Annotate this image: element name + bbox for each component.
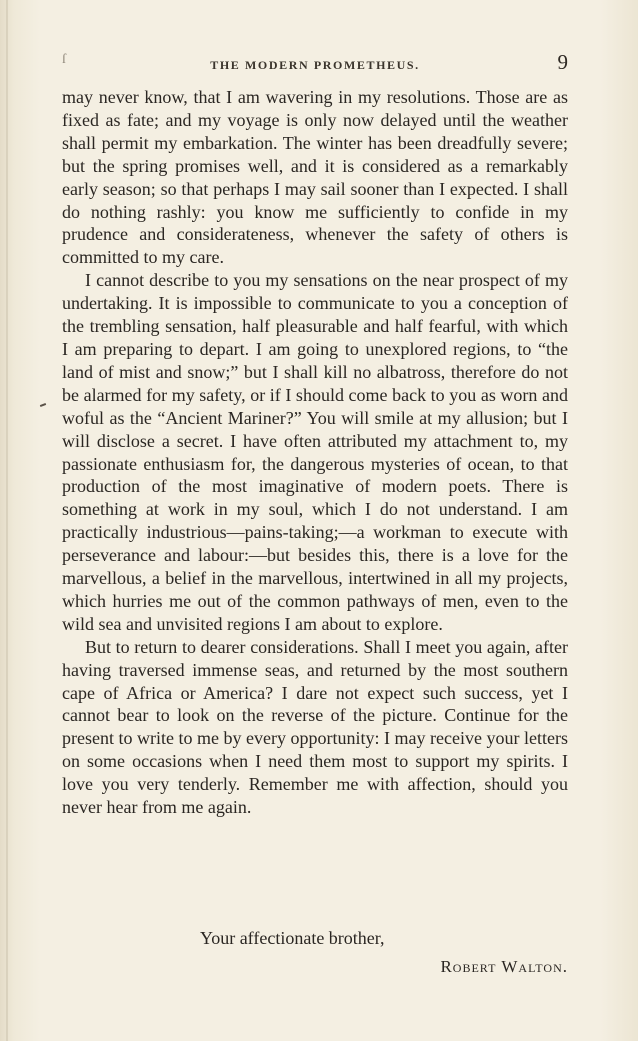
letter-signature: Robert Walton. [440,957,568,976]
paragraph-2: I cannot describe to you my sensations on the near prospect of my undertaking. It is impossible to communicate to you a conception of the trembling sensation, half pleasurable and half fearful, with which I am preparing to depart. I am going to unexplored regions, to “the land of mist and snow;” but I shall kill no albatross, therefore do not be alarmed for my safety, or if I should come back to you as worn and woful as the “Ancient Mariner?” You will smile at my allusion; but I will disclose a secret. I have often attributed my attachment to, my passionate enthusiasm for, the dangerous mysteries of ocean, to that production of the most imaginative of modern poets. There is something at work in my soul, which I do not understand. I am practically industrious—pains-taking;—a workman to execute with perseverance and labour:—but besides this, there is a love for the marvellous, a belief in the marvellous, intertwined in all my projects, which hurries me out of the common pathways of men, even to the wild sea and unvisited regions I am about to explore. [62,270,568,634]
stray-print-mark: ſ [62,52,66,67]
page-number: 9 [557,50,568,74]
body-text [62,86,568,819]
running-header [62,50,568,80]
running-title: THE MODERN PROMETHEUS. [210,58,420,72]
paragraph-1: may never know, that I am wavering in my resolutions. Those are as fixed as fate; and my voyage is only now delayed until the weather shall permit my embarkation. The winter has been dreadfully severe; but the spring promises well, and it is considered as a remarkably early season; so that perhaps I may sail sooner than I expected. I shall do nothing rashly: you know me sufficiently to confide in my prudence and considerateness, whenever the safety of others is committed to my care. [62,87,568,268]
paragraph-3: But to return to dearer considerations. Shall I meet you again, after having traversed immense seas, and returned by the most southern cape of Africa or America? I dare not expect such success, yet I cannot bear to look on the reverse of the picture. Continue for the present to write to me by every opportunity: I may receive your letters on some occasions when I need them most to support my spirits. I love you very tenderly. Remember me with affection, should you never hear from me again. [62,636,568,818]
page-gutter-shadow [6,0,8,1041]
letter-closing: Your affectionate brother, [200,928,385,948]
margin-mark [40,403,46,407]
